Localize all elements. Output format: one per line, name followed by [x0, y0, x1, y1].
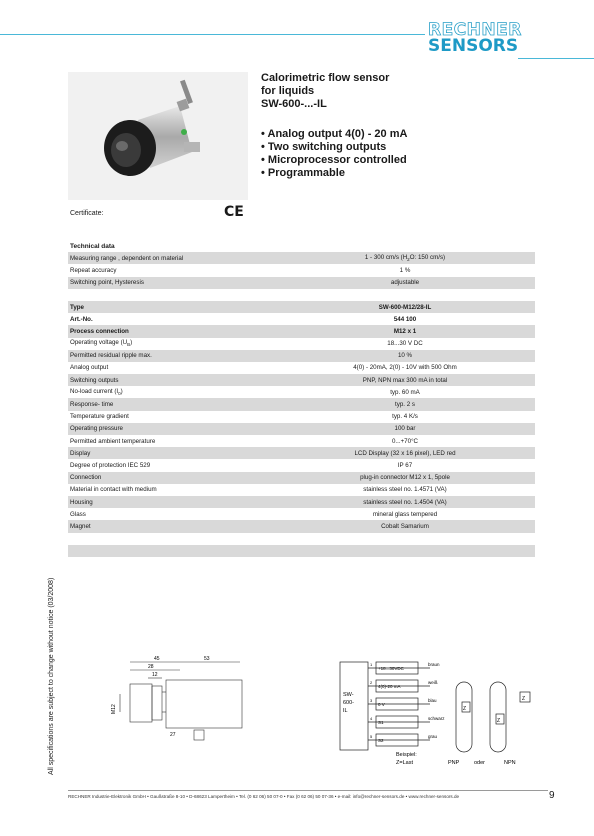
npn-label: NPN	[504, 760, 516, 766]
table-row	[68, 423, 535, 435]
pin-signal: +18...30VDC	[378, 666, 404, 671]
pin-number: 2	[370, 680, 373, 685]
table-row	[68, 301, 535, 313]
row-value: Cobalt Samarium	[381, 522, 429, 530]
table-row	[68, 325, 535, 337]
table-row	[68, 496, 535, 508]
table-row	[68, 313, 535, 325]
feature-item: • Programmable	[261, 167, 345, 179]
oder-label: oder	[474, 760, 486, 766]
wire-color: braun	[428, 662, 440, 667]
feature-list	[261, 128, 407, 180]
row-value: PNP, NPN max 300 mA in total	[362, 376, 448, 384]
row-label: Process connection	[70, 327, 129, 335]
footer-rule	[68, 790, 548, 791]
row-label: Degree of protection IEC 529	[70, 461, 151, 469]
technical-data-heading: Technical data	[70, 242, 115, 250]
row-label: No-load current $(I_0)$	[70, 388, 123, 397]
product-title-line-1: Calorimetric flow sensor	[261, 72, 390, 84]
load-label: Z	[497, 718, 501, 724]
feature-item: • Microprocessor controlled	[261, 154, 407, 166]
page-number: 9	[549, 790, 555, 801]
row-label: Connection	[70, 474, 102, 482]
table-row	[68, 362, 535, 374]
row-label: Magnet	[70, 522, 91, 530]
device-label: 600-	[343, 700, 355, 706]
wiring-diagram	[330, 652, 540, 777]
example-label: Beispiel:	[396, 752, 417, 758]
dim-label: M12	[111, 704, 117, 714]
ce-mark-icon: CE	[224, 204, 244, 220]
company-footer: RECHNER Industrie-Elektronik GmbH • Gaußstraße 8-10 • D-68623 Lampertheim • Tel. (0 62 06) 50 07-0 • Fax (0 62 06) 50 07-36 • e-mail: info@rechner-sensors.de • www.rechner-sensors.de	[68, 794, 460, 799]
row-label: Operating voltage $(U_B)$	[70, 339, 133, 348]
table-row	[68, 277, 535, 289]
row-value: 1 - 300 cm/s ($H_2O$: 150 cm/s)	[364, 254, 446, 263]
row-value: 544 100	[393, 315, 417, 323]
table-row	[68, 520, 535, 532]
dim-label: 27	[170, 732, 176, 738]
row-value: typ. 4 K/s	[392, 413, 418, 421]
brand-line-1: RECHNER	[428, 20, 522, 40]
row-value: adjustable	[390, 279, 420, 287]
table-row	[68, 252, 535, 264]
table-row	[68, 411, 535, 423]
row-label: Switching point, Hysteresis	[70, 279, 144, 287]
table-spacer	[68, 545, 535, 557]
dimension-drawing	[100, 650, 270, 750]
row-value: IP 67	[397, 461, 413, 469]
table-row	[68, 472, 535, 484]
row-value: stainless steel no. 1.4504 (VA)	[363, 498, 447, 506]
table-row	[68, 350, 535, 362]
table-row	[68, 435, 535, 447]
table-spacer	[68, 289, 535, 301]
row-value: 1 %	[399, 266, 411, 274]
row-label: Repeat accuracy	[70, 266, 117, 274]
table-row	[68, 459, 535, 471]
dim-label: 53	[204, 656, 210, 662]
row-label: Switching outputs	[70, 376, 119, 384]
pin-signal: S1	[378, 720, 384, 725]
table-row	[68, 338, 535, 350]
table-row	[68, 398, 535, 410]
row-label: Permitted ambient temperature	[70, 437, 156, 445]
row-label: Permitted residual ripple max.	[70, 352, 152, 360]
row-label: Response- time	[70, 401, 114, 409]
brand-logo	[428, 22, 548, 55]
wire-color: schwarz	[428, 716, 445, 721]
dim-label: 28	[148, 664, 154, 670]
row-label: Housing	[70, 498, 93, 506]
pnp-label: PNP	[448, 760, 460, 766]
table-heading-row	[68, 240, 535, 252]
row-value: typ. 2 s	[395, 401, 415, 409]
row-value: mineral glass tempered	[372, 510, 438, 518]
row-value: 10 %	[397, 352, 413, 360]
table-spacer	[68, 533, 535, 545]
certificate-label: Certificate:	[70, 210, 104, 217]
pin-number: 5	[370, 734, 373, 739]
row-label: Display	[70, 449, 91, 457]
load-label: Z	[463, 706, 467, 712]
row-value: SW-600-M12/28-IL	[378, 303, 432, 311]
pin-signal: 4(0)-20 mA	[378, 684, 401, 689]
row-value: 4(0) - 20mA, 2(0) - 10V with 500 Ohm	[353, 364, 457, 372]
brand-line-2: SENSORS	[428, 36, 519, 56]
table-row	[68, 447, 535, 459]
pin-number: 4	[370, 716, 373, 721]
table-row	[68, 386, 535, 398]
table-row	[68, 484, 535, 496]
dim-label: 45	[154, 656, 160, 662]
row-label: Temperature gradient	[70, 413, 129, 421]
technical-data-table	[68, 240, 535, 557]
row-label: Type	[70, 303, 84, 311]
wire-color: blau	[428, 698, 437, 703]
pin-signal: 0 V	[378, 702, 385, 707]
product-photo	[68, 72, 248, 200]
brand-rule	[518, 58, 594, 59]
product-title-line-3: SW-600-...-IL	[261, 98, 327, 110]
table-row	[68, 264, 535, 276]
pin-signal: S2	[378, 738, 384, 743]
row-label: Art.-No.	[70, 315, 93, 323]
product-title-line-2: for liquids	[261, 85, 315, 97]
device-label: IL	[343, 708, 348, 714]
row-value: M12 x 1	[393, 327, 417, 335]
device-label: SW-	[343, 692, 354, 698]
table-row	[68, 508, 535, 520]
row-value: LCD Display (32 x 16 pixel), LED red	[354, 449, 456, 457]
row-label: Glass	[70, 510, 86, 518]
product-title	[261, 72, 389, 111]
row-value: stainless steel no. 1.4571 (VA)	[363, 486, 447, 494]
header-rule	[0, 34, 425, 35]
change-notice: All specifications are subject to change without notice (03/2008)	[48, 577, 55, 775]
wire-color: weiß	[428, 680, 438, 685]
row-value: plug-in connector M12 x 1, 5pole	[360, 474, 450, 482]
feature-item: • Analog output 4(0) - 20 mA	[261, 128, 408, 140]
pin-number: 1	[370, 662, 373, 667]
row-value: 0...+70°C	[391, 437, 419, 445]
feature-item: • Two switching outputs	[261, 141, 387, 153]
pin-number: 3	[370, 698, 373, 703]
row-label: Analog output	[70, 364, 109, 372]
row-value: 18...30 V DC	[387, 340, 423, 348]
row-value: typ. 60 mA	[390, 388, 420, 396]
row-label: Operating pressure	[70, 425, 123, 433]
row-label: Measuring range , dependent on material	[70, 254, 184, 262]
example-label: Z=Last	[396, 760, 413, 766]
row-label: Material in contact with medium	[70, 486, 157, 494]
table-row	[68, 374, 535, 386]
wire-color: grau	[428, 734, 438, 739]
dim-label: 12	[152, 672, 158, 678]
load-label: Z	[522, 696, 526, 702]
row-value: 100 bar	[394, 425, 416, 433]
